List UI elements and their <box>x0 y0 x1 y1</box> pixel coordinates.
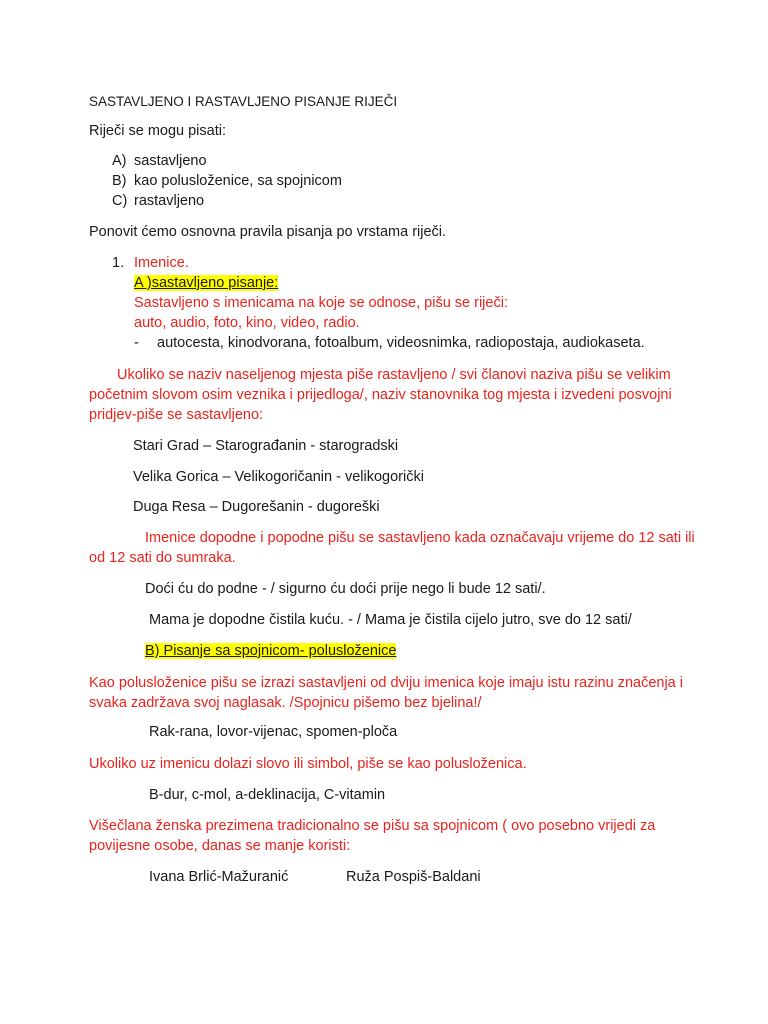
intro-text: Riječi se mogu pisati: <box>89 123 226 139</box>
section-number: 1. <box>112 255 125 271</box>
rule-text: Kao polusloženice pišu se izrazi sastavljeni od dviju imenica koje imaju istu razinu značenja i <box>89 675 683 691</box>
ways-marker: A) <box>112 153 127 169</box>
rule-text: početnim slovom osim veznika i prijedloga/, naziv stanovnika tog mjesta i izvedeni posvojni <box>89 387 672 403</box>
example-line: Stari Grad – Starograđanin - starogradski <box>133 438 399 454</box>
ways-item: rastavljeno <box>134 193 205 209</box>
section-heading: Imenice. <box>134 255 189 271</box>
example-line: Mama je dopodne čistila kuću. - / Mama je čistila cijelo jutro, sve do 12 sati/ <box>149 612 632 628</box>
ways-marker: C) <box>112 193 128 209</box>
ways-item: kao polusloženice, sa spojnicom <box>134 173 342 189</box>
rule-text: od 12 sati do sumraka. <box>89 550 236 566</box>
subheading-b <box>145 641 396 661</box>
rule-text: Ukoliko se naziv naseljenog mjesta piše rastavljeno / svi članovi naziva pišu se velikim <box>117 367 671 383</box>
rule-text: svaka zadržava svoj naglasak. /Spojnicu pišemo bez bjelina!/ <box>89 695 482 711</box>
subheading-a <box>134 273 278 293</box>
example-line: B-dur, c-mol, a-deklinacija, C-vitamin <box>149 787 386 803</box>
rule-text: pridjev-piše se sastavljeno: <box>89 407 264 423</box>
ways-marker: B) <box>112 173 127 189</box>
example-line: Duga Resa – Dugorešanin - dugoreški <box>133 499 380 515</box>
rule-text: Sastavljeno s imenicama na koje se odnose, pišu se riječi: <box>134 295 508 311</box>
rule-text: auto, audio, foto, kino, video, radio. <box>134 315 360 331</box>
example-line: Doći ću do podne - / sigurno ću doći prije nego li bude 12 sati/. <box>145 581 546 597</box>
rule-text: Višečlana ženska prezimena tradicionalno se pišu sa spojnicom ( ovo posebno vrijedi za <box>89 818 656 834</box>
rule-text: Ukoliko uz imenicu dolazi slovo ili simbol, piše se kao polusloženica. <box>89 756 527 772</box>
page-title: SASTAVLJENO I RASTAVLJENO PISANJE RIJEČI <box>89 94 398 109</box>
ways-item: sastavljeno <box>134 153 207 169</box>
example-line: Ruža Pospiš-Baldani <box>346 869 481 885</box>
subheading-a-text: A )sastavljeno pisanje: <box>134 275 279 291</box>
subheading-b-text: B) Pisanje sa spojnicom- polusloženice <box>145 643 397 659</box>
rule-text: Imenice dopodne i popodne pišu se sastavljeno kada označavaju vrijeme do 12 sati ili <box>145 530 695 546</box>
example-line: Velika Gorica – Velikogoričanin - velikogorički <box>133 469 424 485</box>
example-line: Rak-rana, lovor-vijenac, spomen-ploča <box>149 724 398 740</box>
bullet-marker: - <box>134 335 139 351</box>
example-line: Ivana Brlić-Mažuranić <box>149 869 289 885</box>
bullet-text: autocesta, kinodvorana, fotoalbum, videosnimka, radiopostaja, audiokaseta. <box>157 335 645 351</box>
rule-text: povijesne osobe, danas se manje koristi: <box>89 838 351 854</box>
repeat-line: Ponovit ćemo osnovna pravila pisanja po vrstama riječi. <box>89 224 447 240</box>
